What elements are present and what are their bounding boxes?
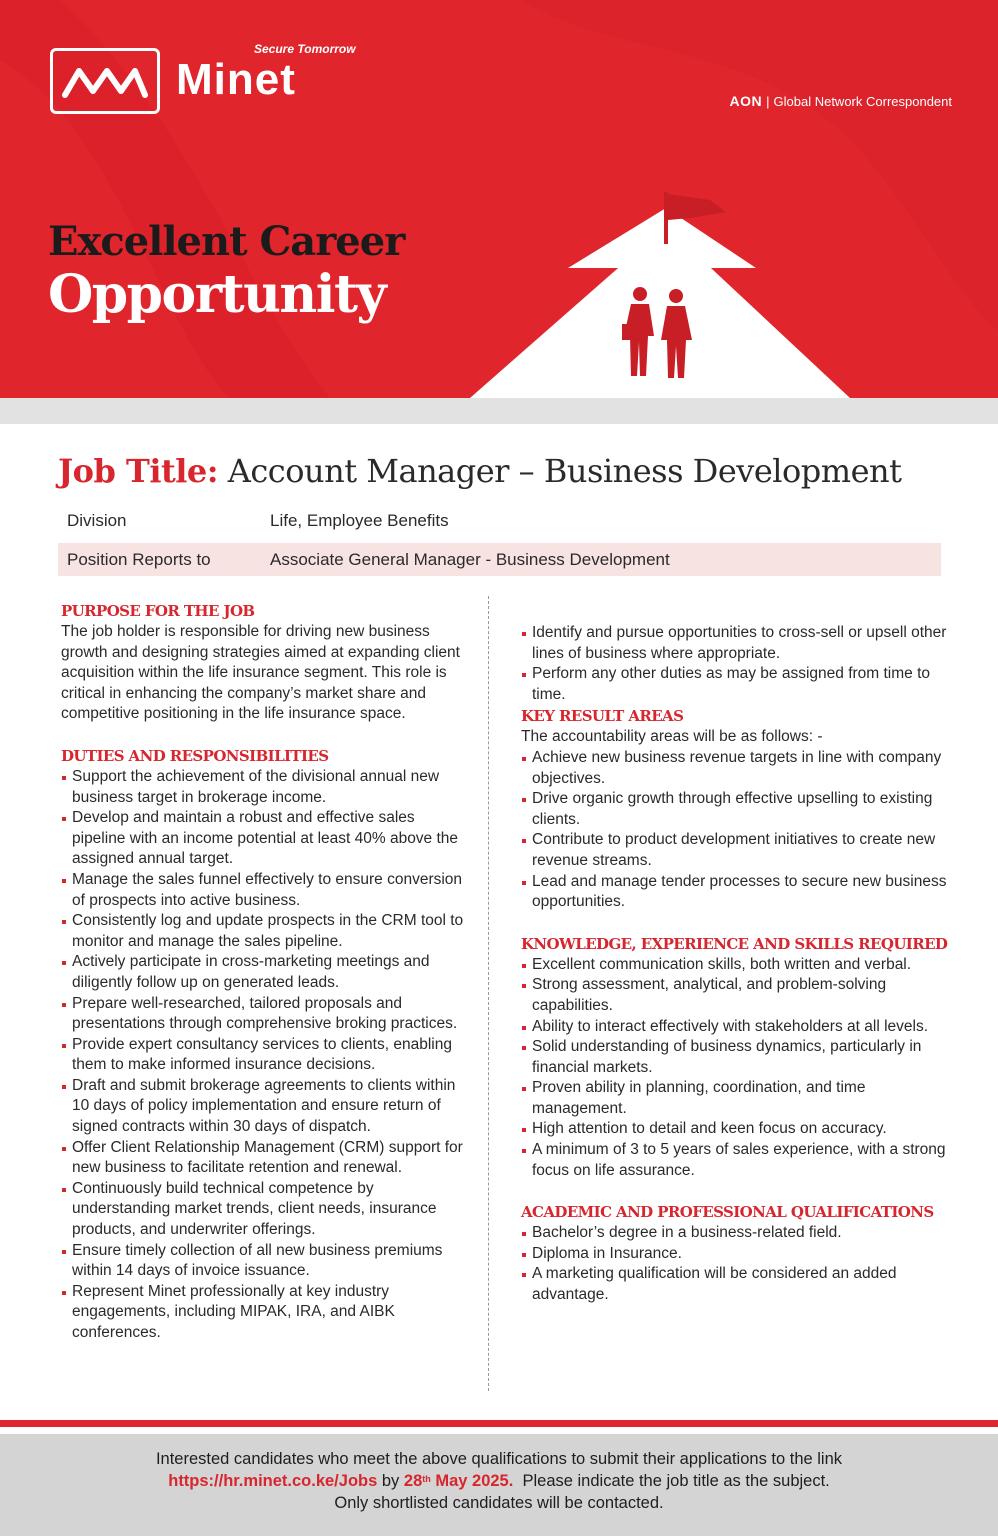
headline-line-2: Opportunity bbox=[48, 264, 386, 325]
list-item: Lead and manage tender processes to secure new business opportunities. bbox=[521, 872, 961, 913]
kra-intro: The accountability areas will be as follows: - bbox=[521, 728, 823, 746]
career-path-illustration bbox=[470, 186, 870, 398]
purpose-text: The job holder is responsible for driving new business growth and designing strategies aimed at expanding client acquisition within the life insurance segment. This role is critical in enhancing the company’s market share and competitive positioning in the life insurance space. bbox=[61, 623, 460, 723]
partner-note: AON | Global Network Correspondent bbox=[729, 93, 952, 109]
footer-line-3: Only shortlisted candidates will be contacted. bbox=[334, 1494, 664, 1512]
brand-name: Minet bbox=[176, 55, 296, 104]
list-item: Prepare well-researched, tailored proposals and presentations through comprehensive broking practices. bbox=[61, 994, 471, 1035]
deadline-day: 28 bbox=[403, 1472, 423, 1490]
footer-instruction: Please indicate the job title as the subject. bbox=[513, 1472, 830, 1490]
deadline-suffix: th bbox=[422, 1474, 431, 1484]
application-footer bbox=[0, 1434, 998, 1536]
skills-list bbox=[521, 955, 961, 1182]
footer-line-1: Interested candidates who meet the above qualifications to submit their applications to the link bbox=[155, 1450, 843, 1468]
headline-line-1: Excellent Career bbox=[48, 218, 405, 265]
banner-divider-strip bbox=[0, 398, 998, 424]
aon-logo: AON bbox=[729, 93, 763, 109]
division-row bbox=[58, 504, 941, 537]
header-banner bbox=[0, 0, 998, 398]
list-item: Represent Minet professionally at key industry engagements, including MIPAK, IRA, and AIBK conferences. bbox=[61, 1282, 471, 1344]
footer-accent-line bbox=[0, 1420, 998, 1427]
list-item: Ensure timely collection of all new business premiums within 14 days of invoice issuance. bbox=[61, 1241, 471, 1282]
division-value: Life, Employee Benefits bbox=[270, 511, 449, 530]
list-item: High attention to detail and keen focus on accuracy. bbox=[521, 1119, 961, 1140]
duties-heading: DUTIES AND RESPONSIBILITIES bbox=[61, 746, 329, 765]
list-item: Consistently log and update prospects in the CRM tool to monitor and manage the sales pipeline. bbox=[61, 911, 471, 952]
list-item: Provide expert consultancy services to clients, enabling them to make informed insurance decisions. bbox=[61, 1035, 471, 1076]
job-title-label: Job Title: bbox=[58, 452, 219, 490]
list-item: Strong assessment, analytical, and problem-solving capabilities. bbox=[521, 975, 961, 1016]
list-item: Offer Client Relationship Management (CRM) support for new business to facilitate retention and renewal. bbox=[61, 1138, 471, 1179]
list-item: Excellent communication skills, both written and verbal. bbox=[521, 955, 961, 976]
job-title-value: Account Manager – Business Development bbox=[227, 452, 902, 490]
academic-list bbox=[521, 1223, 961, 1305]
skills-heading: KNOWLEDGE, EXPERIENCE AND SKILLS REQUIRED bbox=[521, 934, 948, 953]
academic-heading: ACADEMIC AND PROFESSIONAL QUALIFICATIONS bbox=[521, 1203, 934, 1222]
kra-heading: KEY RESULT AREAS bbox=[521, 707, 684, 726]
duties-list bbox=[61, 767, 471, 1344]
list-item: Solid understanding of business dynamics, particularly in financial markets. bbox=[521, 1037, 961, 1078]
purpose-heading: PURPOSE FOR THE JOB bbox=[61, 602, 255, 620]
list-item: Diploma in Insurance. bbox=[521, 1244, 961, 1265]
deadline-rest: May 2025. bbox=[430, 1472, 514, 1490]
kra-list bbox=[521, 748, 961, 913]
list-item: Develop and maintain a robust and effective sales pipeline with an income potential at least 40% above the assigned annual target. bbox=[61, 808, 471, 870]
job-title bbox=[58, 452, 902, 490]
list-item: Support the achievement of the divisional annual new business target in brokerage income. bbox=[61, 767, 471, 808]
list-item: Achieve new business revenue targets in line with company objectives. bbox=[521, 748, 961, 789]
footer-by: by bbox=[377, 1472, 404, 1490]
list-item: Bachelor’s degree in a business-related field. bbox=[521, 1223, 961, 1244]
right-column bbox=[521, 623, 961, 1306]
partner-text: Global Network Correspondent bbox=[773, 94, 952, 109]
reports-to-value: Associate General Manager - Business Development bbox=[270, 550, 670, 569]
list-item: Identify and pursue opportunities to cross-sell or upsell other lines of business where appropriate. bbox=[521, 623, 961, 664]
list-item: Ability to interact effectively with stakeholders at all levels. bbox=[521, 1017, 961, 1038]
left-column bbox=[61, 600, 471, 1344]
reports-to-label: Position Reports to bbox=[67, 550, 211, 569]
minet-logo-icon bbox=[50, 48, 160, 114]
column-divider bbox=[488, 596, 489, 1391]
brand-tagline: Secure Tomorrow bbox=[254, 42, 356, 56]
list-item: Proven ability in planning, coordination, and time management. bbox=[521, 1078, 961, 1119]
list-item: Draft and submit brokerage agreements to clients within 10 days of policy implementation and ensure return of signed contracts within 30 days of dispatch. bbox=[61, 1076, 471, 1138]
list-item: Drive organic growth through effective upselling to existing clients. bbox=[521, 789, 961, 830]
duties-list-continued bbox=[521, 623, 961, 705]
footer-line-2 bbox=[0, 1470, 998, 1492]
list-item: A marketing qualification will be considered an added advantage. bbox=[521, 1264, 961, 1305]
list-item: A minimum of 3 to 5 years of sales experience, with a strong focus on life assurance. bbox=[521, 1140, 961, 1181]
division-label: Division bbox=[67, 511, 127, 530]
application-link[interactable]: https://hr.minet.co.ke/Jobs bbox=[168, 1472, 378, 1490]
list-item: Continuously build technical competence by understanding market trends, client needs, insurance products, and underwriter offerings. bbox=[61, 1179, 471, 1241]
list-item: Contribute to product development initiatives to create new revenue streams. bbox=[521, 830, 961, 871]
list-item: Manage the sales funnel effectively to ensure conversion of prospects into active business. bbox=[61, 870, 471, 911]
list-item: Actively participate in cross-marketing meetings and diligently follow up on generated leads. bbox=[61, 952, 471, 993]
reports-to-row bbox=[58, 543, 941, 576]
deadline bbox=[404, 1472, 513, 1490]
list-item: Perform any other duties as may be assigned from time to time. bbox=[521, 664, 961, 705]
